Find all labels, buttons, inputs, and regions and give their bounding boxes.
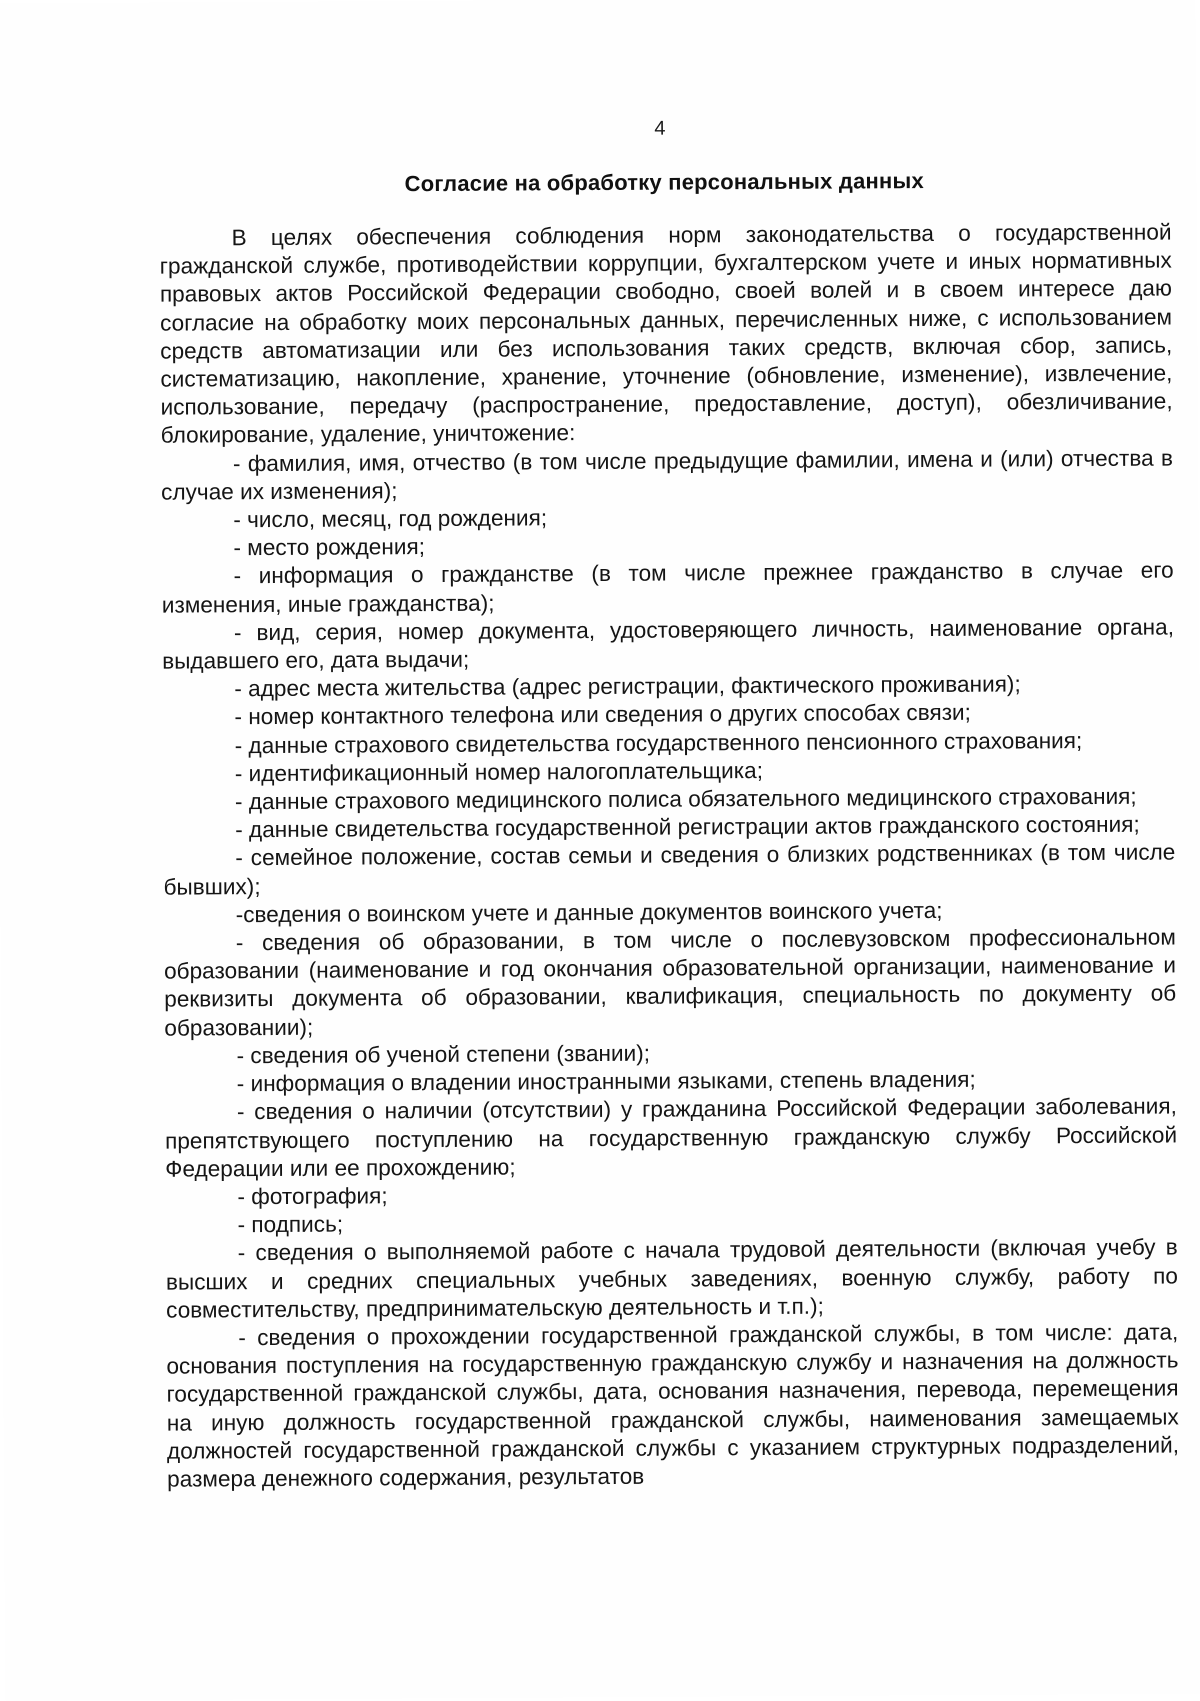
page-number: 4 [654,117,666,140]
list-item: - семейное положение, состав семьи и сведения о близких родственниках (в том числе бывших); [163,839,1176,900]
list-item: - сведения об образовании, в том числе о послевузовском профессиональном образовании (наименование и год окончания образовательной организации, наименование и реквизиты документа об образовании, квалификация, специальность по документу об образовании); [163,924,1177,1041]
list-item: - адрес места жительства (адрес регистрации, фактического проживания); [234,671,1021,702]
list-item: - сведения о наличии (отсутствии) у гражданина Российской Федерации заболевания, препятствующего поступлению на государственную гражданскую службу Российской Федерации или ее прохождению; [164,1093,1178,1182]
document-title: Согласие на обработку персональных данных [404,168,924,197]
list-item: -сведения о воинском учете и данные документов воинского учета; [235,897,943,928]
intro-paragraph: В целях обеспечения соблюдения норм законодательства о государственной гражданской службе, противодействии коррупции, бухгалтерском учете и иных нормативных правовых актов Российской Федерации свободно, своей волей и в своем интересе даю согласие на обработку моих персональных данных, перечисленных ниже, с использованием средств автоматизации или без использования таких средств, включая сбор, запись, систематизацию, накопление, хранение, уточнение (обновление, изменение), извлечение, использование, передачу (распространение, предоставление, доступ), обезличивание, блокирование, удаление, уничтожение: [159,219,1173,449]
list-item: - место рождения; [233,534,426,561]
list-item: - фотография; [237,1183,388,1210]
list-item: - вид, серия, номер документа, удостоверяющего личность, наименование органа, выдавшего его, дата выдачи; [162,614,1175,674]
list-item: - фамилия, имя, отчество (в том числе предыдущие фамилии, имена и (или) отчества в случае их изменения); [161,445,1173,505]
document-body [159,218,1179,1493]
list-item: - идентификационный номер налогоплательщика; [234,757,764,787]
list-item: - информация о гражданстве (в том числе прежнее гражданство в случае его изменения, иные гражданства); [161,557,1174,618]
list-item: - данные свидетельства государственной регистрации актов гражданского состояния; [235,811,1140,843]
list-item: - информация о владении иностранными языками, степень владения; [236,1066,976,1097]
list-item: - сведения о прохождении государственной гражданской службы, в том числе: дата, основания поступления на государственную гражданскую службу и назначения на должность государственной гражданской службы, дата, основания назначения, перевода, перемещения на иную должность государственной гражданской службы, наименования замещаемых должностей государственной гражданской службы с указанием структурных подразделений, размера денежного содержания, результатов [166,1319,1180,1492]
list-item: - данные страхового медицинского полиса обязательного медицинского страхования; [234,783,1137,815]
list-item: - подпись; [237,1211,344,1238]
list-item: - сведения об ученой степени (звании); [236,1040,651,1069]
list-item: - данные страхового свидетельства государственного пенсионного страхования; [234,727,1083,758]
list-item: - сведения о выполняемой работе с начала трудовой деятельности (включая учебу в высших и средних специальных учебных заведениях, военную службу, работу по совместительству, предпринимательскую деятельность и т.п.); [165,1234,1178,1323]
list-item: - номер контактного телефона или сведения о других способах связи; [234,700,971,730]
list-item: - число, месяц, год рождения; [233,505,548,533]
